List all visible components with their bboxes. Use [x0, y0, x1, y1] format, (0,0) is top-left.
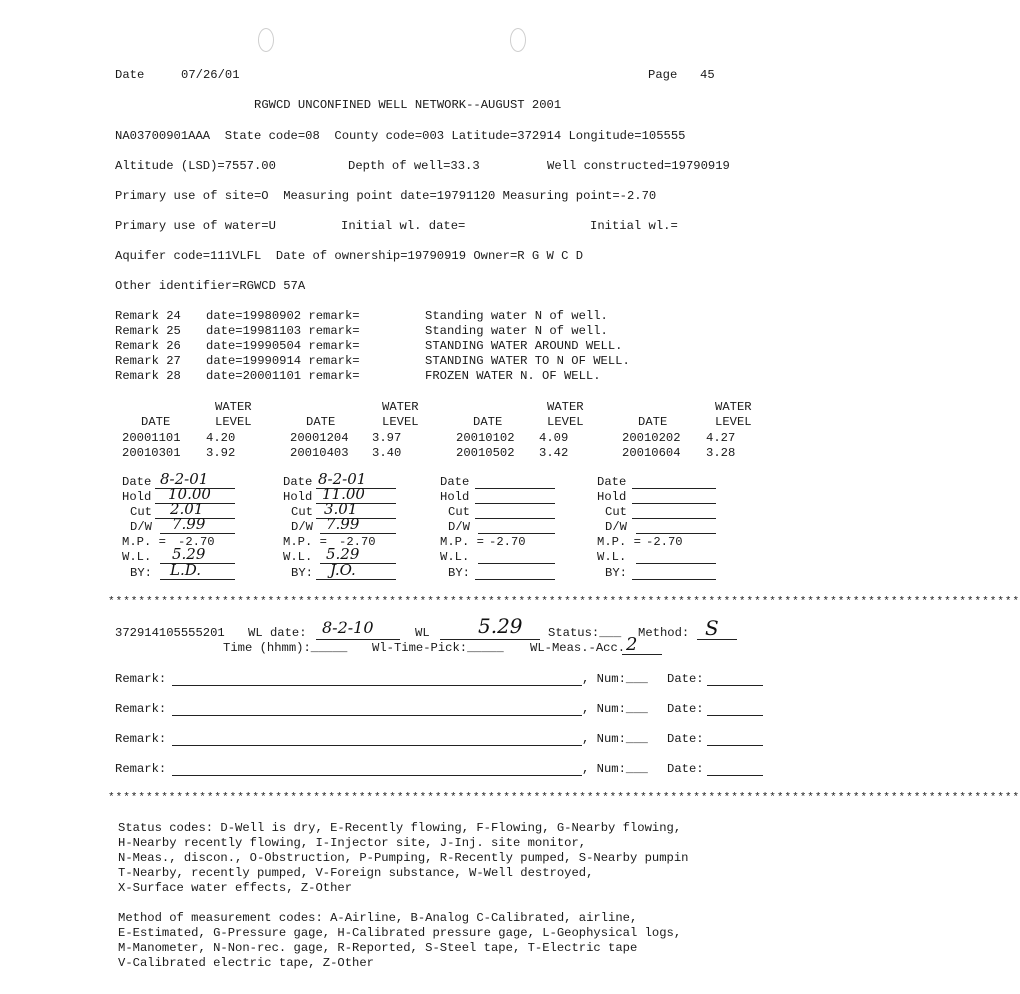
form-by-line[interactable]	[475, 579, 555, 580]
hw-wl: 5.29	[326, 545, 360, 563]
hw-cut: 3.01	[324, 500, 358, 518]
form-dw-label: D/W	[130, 520, 152, 534]
hdr-water: WATER	[715, 400, 752, 414]
code-line: H-Nearby recently flowing, I-Injector site, J-Inj. site monitor,	[118, 836, 587, 850]
date-input[interactable]	[707, 715, 763, 716]
date-label: Date:	[667, 702, 704, 716]
table-cell: 3.40	[372, 446, 402, 460]
hw-dw: 7.99	[172, 515, 206, 533]
table-cell: 20010202	[622, 431, 681, 445]
form-cut-line[interactable]	[632, 518, 716, 519]
wl-time-pick-field[interactable]: Wl-Time-Pick:_____	[372, 641, 504, 655]
table-cell: 20010403	[290, 446, 349, 460]
remark-text: STANDING WATER TO N OF WELL.	[425, 354, 630, 368]
form-by-label: BY:	[605, 566, 627, 580]
table-cell: 20001101	[122, 431, 181, 445]
table-cell: 20010502	[456, 446, 515, 460]
remark-label: Remark 28	[115, 369, 181, 383]
time-field[interactable]: Time (hhmm):_____	[223, 641, 348, 655]
wl-field[interactable]	[440, 639, 540, 640]
form-mp-label: M.P. =	[283, 535, 327, 549]
form-dw-label: D/W	[291, 520, 313, 534]
num-field[interactable]: , Num:___	[582, 762, 648, 776]
hdr-water: WATER	[547, 400, 584, 414]
num-field[interactable]: , Num:___	[582, 702, 648, 716]
remark-date: date=19980902 remark=	[206, 309, 360, 323]
date-input[interactable]	[707, 745, 763, 746]
form-by-label: BY:	[291, 566, 313, 580]
hw-wl: 5.29	[172, 545, 206, 563]
remark-text: FROZEN WATER N. OF WELL.	[425, 369, 601, 383]
hdr-level: LEVEL	[715, 415, 752, 429]
site-line-1: NA03700901AAA State code=08 County code=003 Latitude=372914 Longitude=105555	[115, 129, 686, 143]
code-line: X-Surface water effects, Z-Other	[118, 881, 353, 895]
hw-by: L.D.	[170, 561, 201, 579]
form-date-label: Date	[440, 475, 470, 489]
remark-input[interactable]	[172, 685, 582, 686]
remark-date: date=20001101 remark=	[206, 369, 360, 383]
punch-hole-left	[258, 28, 274, 52]
hdr-date: DATE	[306, 415, 336, 429]
form-dw-label: D/W	[448, 520, 470, 534]
table-cell: 4.27	[706, 431, 736, 445]
hdr-date: DATE	[638, 415, 668, 429]
form-wl-line[interactable]	[636, 563, 716, 564]
page-number: 45	[700, 68, 715, 82]
table-cell: 4.09	[539, 431, 569, 445]
form-hold-label: Hold	[440, 490, 470, 504]
form-dw-line[interactable]	[478, 533, 555, 534]
remark-date: date=19981103 remark=	[206, 324, 360, 338]
status-field[interactable]: Status:___	[548, 626, 622, 640]
report-title: RGWCD UNCONFINED WELL NETWORK--AUGUST 2001	[254, 98, 562, 112]
code-line: T-Nearby, recently pumped, V-Foreign substance, W-Well destroyed,	[118, 866, 594, 880]
form-mp-value: -2.70	[646, 535, 683, 549]
hdr-water: WATER	[215, 400, 252, 414]
form-by-line[interactable]	[632, 579, 716, 580]
date-label: Date	[115, 68, 145, 82]
site-line-5: Aquifer code=111VLFL Date of ownership=19790919 Owner=R G W C D	[115, 249, 584, 263]
remark-label: Remark:	[115, 672, 167, 686]
hw-by: J.O.	[330, 561, 356, 579]
wl-meas-acc-label: WL-Meas.-Acc.	[530, 641, 626, 655]
date-input[interactable]	[707, 775, 763, 776]
form-dw-line[interactable]	[160, 533, 235, 534]
hdr-water: WATER	[382, 400, 419, 414]
form-hold-label: Hold	[122, 490, 152, 504]
form-wl-line[interactable]	[478, 563, 555, 564]
site-line-6: Other identifier=RGWCD 57A	[115, 279, 306, 293]
form-by-label: BY:	[448, 566, 470, 580]
hdr-level: LEVEL	[547, 415, 584, 429]
hdr-date: DATE	[473, 415, 503, 429]
code-line: N-Meas., discon., O-Obstruction, P-Pumping, R-Recently pumped, S-Nearby pumpin	[118, 851, 689, 865]
date-label: Date:	[667, 762, 704, 776]
form-dw-line[interactable]	[320, 533, 396, 534]
remark-label: Remark:	[115, 732, 167, 746]
form-hold-label: Hold	[597, 490, 627, 504]
form-dw-line[interactable]	[636, 533, 716, 534]
form-date-label: Date	[122, 475, 152, 489]
page-label: Page	[648, 68, 678, 82]
hw-wl-date: 8-2-10	[322, 618, 374, 637]
form-mp-value: -2.70	[489, 535, 526, 549]
form-cut-label: Cut	[605, 505, 627, 519]
form-mp-value: -2.70	[339, 535, 376, 549]
form-wl-label: W.L.	[597, 550, 627, 564]
form-cut-line[interactable]	[475, 518, 555, 519]
form-mp-label: M.P. =	[122, 535, 166, 549]
wl-date-field[interactable]	[316, 639, 400, 640]
remark-date: date=19990914 remark=	[206, 354, 360, 368]
star-separator: ************************************************************************************************************************	[108, 792, 1020, 804]
altitude: Altitude (LSD)=7557.00	[115, 159, 276, 173]
hw-date: 8-2-01	[160, 470, 209, 488]
form-hold-line[interactable]	[632, 503, 716, 504]
table-cell: 3.28	[706, 446, 736, 460]
form-wl-label: W.L.	[440, 550, 470, 564]
form-cut-label: Cut	[291, 505, 313, 519]
code-line: Status codes: D-Well is dry, E-Recently flowing, F-Flowing, G-Nearby flowing,	[118, 821, 682, 835]
punch-hole-right	[510, 28, 526, 52]
code-line: E-Estimated, G-Pressure gage, H-Calibrated pressure gage, L-Geophysical logs,	[118, 926, 682, 940]
remark-text: Standing water N of well.	[425, 309, 608, 323]
remark-input[interactable]	[172, 775, 582, 776]
form-wl-label: W.L.	[283, 550, 313, 564]
num-field[interactable]: , Num:___	[582, 672, 648, 686]
remark-date: date=19990504 remark=	[206, 339, 360, 353]
remark-input[interactable]	[172, 715, 582, 716]
hw-cut: 2.01	[170, 500, 204, 518]
wl-label: WL	[415, 626, 430, 640]
form-date-line[interactable]	[632, 488, 716, 489]
site-number: 372914105555201	[115, 626, 225, 640]
table-cell: 20010102	[456, 431, 515, 445]
hw-hold: 11.00	[322, 485, 365, 503]
hdr-level: LEVEL	[215, 415, 252, 429]
date-label: Date:	[667, 732, 704, 746]
hw-wl-value: 5.29	[478, 614, 523, 638]
depth-of-well: Depth of well=33.3	[348, 159, 480, 173]
form-dw-label: D/W	[605, 520, 627, 534]
code-line: V-Calibrated electric tape, Z-Other	[118, 956, 374, 970]
remark-label: Remark 25	[115, 324, 181, 338]
date-value: 07/26/01	[181, 68, 240, 82]
remark-text: STANDING WATER AROUND WELL.	[425, 339, 623, 353]
remark-text: Standing water N of well.	[425, 324, 608, 338]
remark-input[interactable]	[172, 745, 582, 746]
form-date-line[interactable]	[475, 488, 555, 489]
form-mp-value: -2.70	[178, 535, 215, 549]
site-line-3: Primary use of site=O Measuring point date=19791120 Measuring point=-2.70	[115, 189, 657, 203]
hw-method: S	[705, 616, 719, 640]
remark-label: Remark 26	[115, 339, 181, 353]
form-date-label: Date	[283, 475, 313, 489]
form-mp-label: M.P. =	[440, 535, 484, 549]
form-by-line[interactable]	[160, 579, 235, 580]
wl-date-label: WL date:	[248, 626, 307, 640]
remark-label: Remark 24	[115, 309, 181, 323]
form-mp-label: M.P. =	[597, 535, 641, 549]
remark-label: Remark:	[115, 702, 167, 716]
form-date-label: Date	[597, 475, 627, 489]
hw-acc: 2	[626, 634, 638, 655]
table-cell: 3.97	[372, 431, 402, 445]
hdr-date: DATE	[141, 415, 171, 429]
table-cell: 20001204	[290, 431, 349, 445]
hw-hold: 10.00	[168, 485, 211, 503]
form-wl-label: W.L.	[122, 550, 152, 564]
remark-label: Remark 27	[115, 354, 181, 368]
date-input[interactable]	[707, 685, 763, 686]
table-cell: 4.20	[206, 431, 236, 445]
form-hold-label: Hold	[283, 490, 313, 504]
table-cell: 3.92	[206, 446, 236, 460]
initial-wl: Initial wl.=	[590, 219, 678, 233]
form-by-label: BY:	[130, 566, 152, 580]
hw-date: 8-2-01	[318, 470, 367, 488]
form-hold-line[interactable]	[475, 503, 555, 504]
primary-use-water: Primary use of water=U	[115, 219, 276, 233]
star-separator: ************************************************************************************************************************	[108, 596, 1020, 608]
date-label: Date:	[667, 672, 704, 686]
table-cell: 3.42	[539, 446, 569, 460]
initial-wl-date: Initial wl. date=	[341, 219, 466, 233]
table-cell: 20010301	[122, 446, 181, 460]
form-cut-label: Cut	[448, 505, 470, 519]
form-by-line[interactable]	[316, 579, 396, 580]
method-label: Method:	[638, 626, 690, 640]
remark-label: Remark:	[115, 762, 167, 776]
hdr-level: LEVEL	[382, 415, 419, 429]
code-line: Method of measurement codes: A-Airline, B-Analog C-Calibrated, airline,	[118, 911, 638, 925]
code-line: M-Manometer, N-Non-rec. gage, R-Reported, S-Steel tape, T-Electric tape	[118, 941, 638, 955]
form-cut-label: Cut	[130, 505, 152, 519]
table-cell: 20010604	[622, 446, 681, 460]
hw-dw: 7.99	[326, 515, 360, 533]
num-field[interactable]: , Num:___	[582, 732, 648, 746]
well-constructed: Well constructed=19790919	[547, 159, 730, 173]
